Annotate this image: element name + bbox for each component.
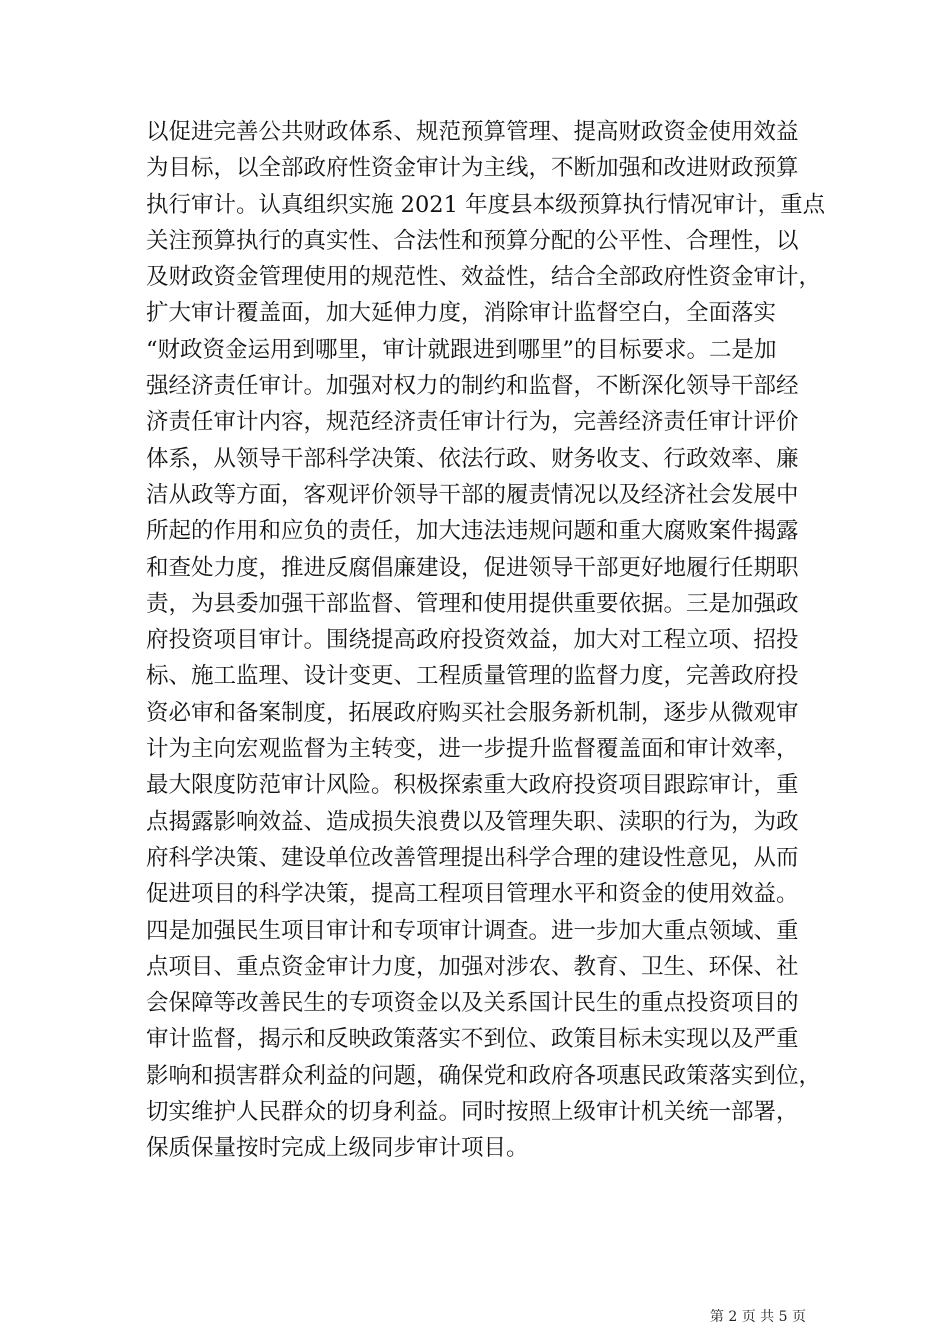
text-line: 扩大审计覆盖面，加大延伸力度，消除审计监督空白，全面落实 <box>146 300 777 327</box>
text-line: 为目标，以全部政府性资金审计为主线，不断加强和改进财政预算 <box>146 155 799 182</box>
text-line: 责，为县委加强干部监督、管理和使用提供重要依据。三是加强政 <box>146 590 799 617</box>
text-line: 审计监督，揭示和反映政策落实不到位、政策目标未实现以及严重 <box>146 1026 799 1053</box>
text-line: 最大限度防范审计风险。积极探索重大政府投资项目跟踪审计，重 <box>146 772 799 799</box>
text-line: 标、施工监理、设计变更、工程质量管理的监督力度，完善政府投 <box>146 663 799 690</box>
text-line: 府投资项目审计。围绕提高政府投资效益，加大对工程立项、招投 <box>146 627 799 654</box>
text-line: 济责任审计内容，规范经济责任审计行为，完善经济责任审计评价 <box>146 409 799 436</box>
text-line: 府科学决策、建设单位改善管理提出科学合理的建设性意见，从而 <box>146 844 799 871</box>
text-line: 计为主向宏观监督为主转变，进一步提升监督覆盖面和审计效率， <box>146 736 799 763</box>
text-line: 切实维护人民群众的切身利益。同时按照上级审计机关统一部署， <box>146 1099 799 1126</box>
text-line: 点项目、重点资金审计力度，加强对涉农、教育、卫生、环保、社 <box>146 953 799 980</box>
text-line: 洁从政等方面，客观评价领导干部的履责情况以及经济社会发展中 <box>146 481 799 508</box>
text-line: 会保障等改善民生的专项资金以及关系国计民生的重点投资项目的 <box>146 990 799 1017</box>
text-line: 影响和损害群众利益的问题，确保党和政府各项惠民政策落实到位， <box>146 1062 822 1089</box>
text-line: 四是加强民生项目审计和专项审计调查。进一步加大重点领域、重 <box>146 917 799 944</box>
text-line: “财政资金运用到哪里，审计就跟进到哪里”的目标要求。二是加 <box>146 336 777 363</box>
body-paragraph <box>146 114 836 1167</box>
text-line: 点揭露影响效益、造成损失浪费以及管理失职、渎职的行为，为政 <box>146 808 799 835</box>
text-line: 所起的作用和应负的责任，加大违法违规问题和重大腐败案件揭露 <box>146 518 799 545</box>
text-line: 促进项目的科学决策，提高工程项目管理水平和资金的使用效益。 <box>146 881 799 908</box>
text-line: 和查处力度，推进反腐倡廉建设，促进领导干部更好地履行任期职 <box>146 554 799 581</box>
text-line: 体系，从领导干部科学决策、依法行政、财务收支、行政效率、廉 <box>146 445 799 472</box>
text-line: 强经济责任审计。加强对权力的制约和监督，不断深化领导干部经 <box>146 373 799 400</box>
text-line: 以促进完善公共财政体系、规范预算管理、提高财政资金使用效益 <box>146 119 799 145</box>
page-number-footer: 第 2 页 共 5 页 <box>709 1309 806 1325</box>
text-line: 资必审和备案制度，拓展政府购买社会服务新机制，逐步从微观审 <box>146 699 799 726</box>
text-line: 关注预算执行的真实性、合法性和预算分配的公平性、合理性，以 <box>146 227 799 254</box>
text-line: 保质保量按时完成上级同步审计项目。 <box>146 1135 529 1162</box>
text-line: 及财政资金管理使用的规范性、效益性，结合全部政府性资金审计， <box>146 264 822 291</box>
text-line: 执行审计。认真组织实施 2021 年度县本级预算执行情况审计，重点 <box>146 191 826 218</box>
